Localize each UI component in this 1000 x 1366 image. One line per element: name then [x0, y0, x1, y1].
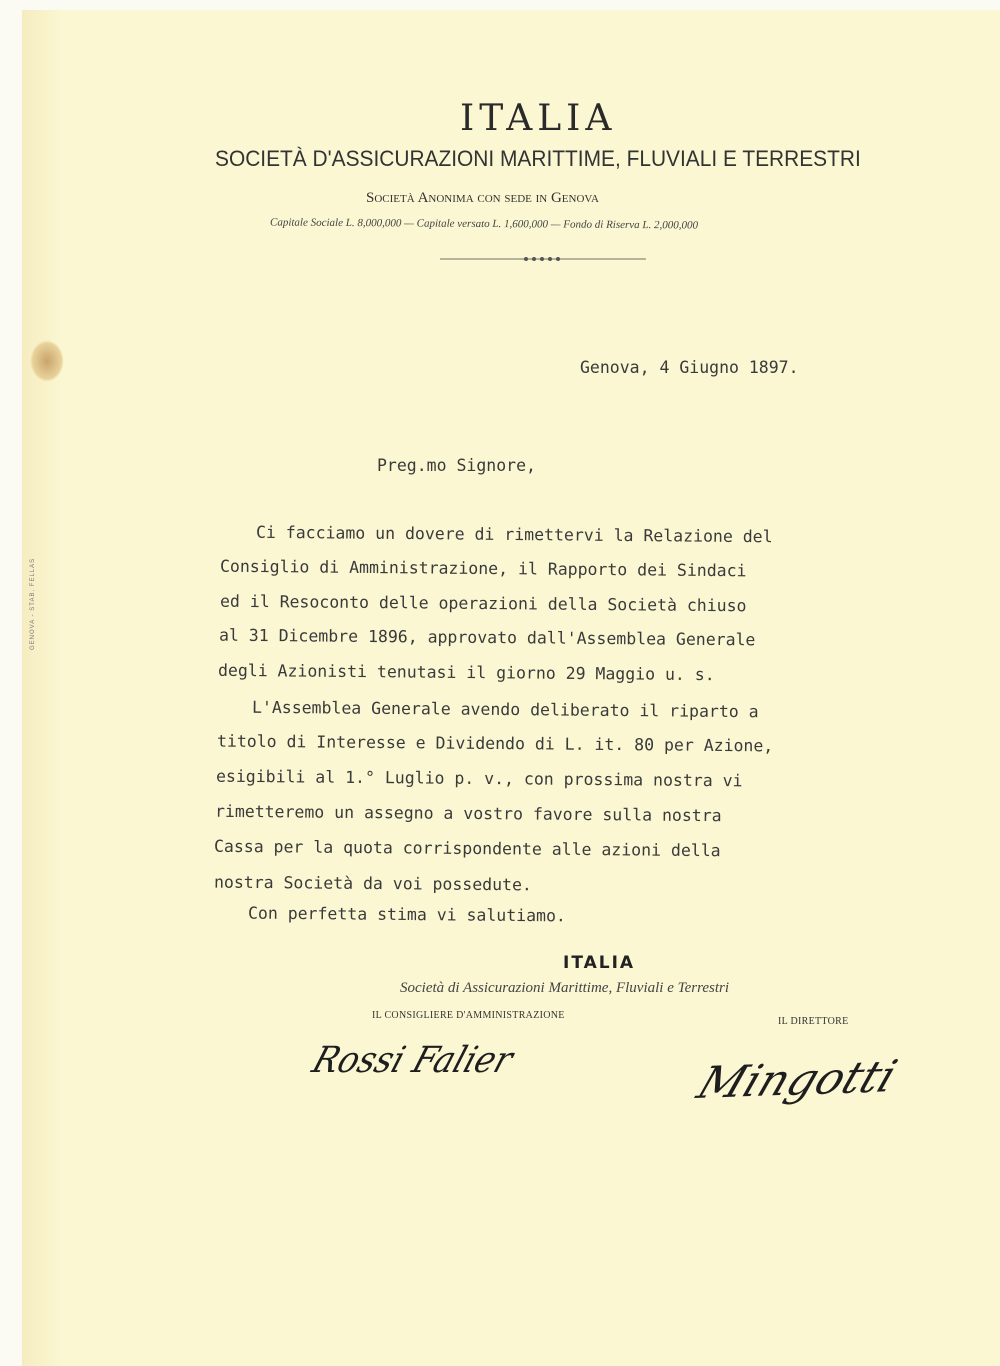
- closing-company: ITALIA: [563, 953, 636, 973]
- body-line: L'Assemblea Generale avendo deliberato il riparto a: [251, 697, 759, 722]
- right-signature: Mingotti: [690, 1051, 904, 1109]
- letterhead-title: ITALIA: [460, 98, 617, 139]
- right-signatory-role: IL DIRETTORE: [778, 1016, 849, 1027]
- ornament-divider: [440, 256, 646, 262]
- closing-company-full: Società di Assicurazioni Marittime, Fluviali e Terrestri: [400, 980, 730, 996]
- body-line: degli Azionisti tenutasi il giorno 29 Maggio u. s.: [217, 660, 715, 685]
- salutation: Preg.mo Signore,: [377, 456, 536, 475]
- letterhead-subtitle: SOCIETÀ D'ASSICURAZIONI MARITTIME, FLUVIALI E TERRESTRI: [215, 146, 861, 171]
- body-line: Consiglio di Amministrazione, il Rapporto dei Sindaci: [219, 556, 747, 581]
- letterhead-capital: Capitale Sociale L. 8,000,000 — Capitale versato L. 1,600,000 — Fondo di Riserva L. 2,000,000: [269, 216, 699, 232]
- body-line: titolo di Interesse e Dividendo di L. it. 80 per Azione,: [216, 731, 774, 756]
- printer-mark: GENOVA - STAB. FELLAS: [30, 557, 36, 650]
- letterhead-seat: Società Anonima con sede in Genova: [366, 190, 599, 206]
- body-line: ed il Resoconto delle operazioni della Società chiuso: [219, 591, 747, 616]
- body-line: Cassa per la quota corrispondente alle azioni della: [213, 836, 721, 861]
- left-signature: Rossi Falier: [307, 1040, 518, 1081]
- body-line: al 31 Dicembre 1896, approvato dall'Assemblea Generale: [218, 625, 756, 650]
- left-signatory-role: IL CONSIGLIERE D'AMMINISTRAZIONE: [372, 1010, 565, 1021]
- body-line: Ci facciamo un dovere di rimettervi la Relazione del: [255, 522, 773, 547]
- body-line: nostra Società da voi possedute.: [213, 872, 532, 895]
- body-line: Con perfetta stima vi salutiamo.: [247, 903, 566, 926]
- letter-date: Genova, 4 Giugno 1897.: [580, 358, 799, 377]
- body-line: esigibili al 1.° Luglio p. v., con prossima nostra vi: [215, 766, 743, 791]
- letter-paper: [22, 10, 1000, 1366]
- paper-edge: [22, 10, 62, 1366]
- body-line: rimetteremo un assegno a vostro favore sulla nostra: [214, 801, 722, 826]
- stain: [30, 340, 64, 382]
